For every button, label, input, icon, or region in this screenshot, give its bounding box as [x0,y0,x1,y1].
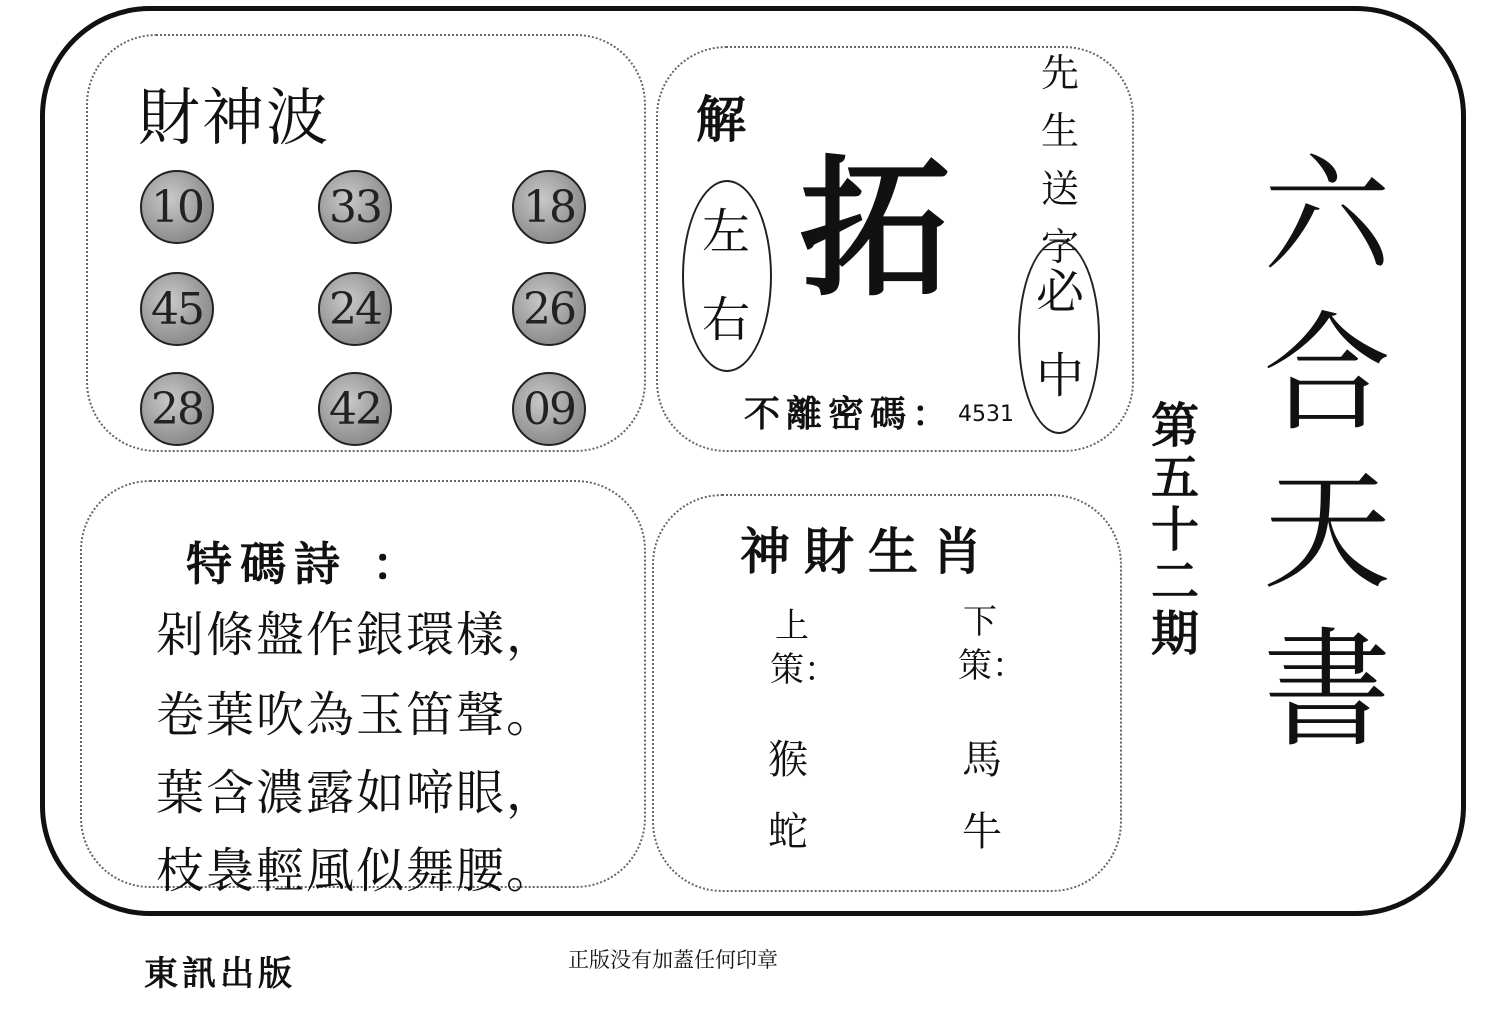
main-title: 六合天書 [1262,142,1391,765]
number-ball: 09 [512,372,586,446]
number-ball: 10 [140,170,214,244]
number-ball: 28 [140,372,214,446]
lower-animal: 牛 [962,809,1002,855]
poem-line: 卷葉吹為玉笛聲。 [156,687,557,743]
number-ball: 45 [140,272,214,346]
riddle-character: 拓 [800,143,951,317]
bi-char: 必 [1036,264,1085,320]
poem-title: 特碼詩 ： [186,537,427,591]
zhong-char: 中 [1036,348,1085,404]
poem-line: 剁條盤作銀環樣， [156,607,557,663]
authenticity-notice: 正版没有加蓋任何印章 [568,948,778,972]
number-ball: 42 [318,372,392,446]
zodiac-title: 神財生肖 [740,523,996,581]
lower-animal: 馬 [962,737,1002,783]
number-ball: 18 [512,170,586,244]
upper-ce-label: 上策： [770,606,838,690]
number-ball: 26 [512,272,586,346]
zuo-char: 左 [702,204,751,260]
issue-number: 第五十二期 [1150,398,1199,662]
upper-animal: 蛇 [768,809,808,855]
poem-line: 枝裊輕風似舞腰。 [156,843,557,899]
mima-value: 4531 [958,402,1014,427]
number-ball: 33 [318,170,392,244]
upper-animal: 猴 [768,737,808,783]
caishenbo-title: 財神波 [138,81,331,154]
song-text: 先生送字 [1040,51,1079,269]
mima-label: 不離密碼： [744,394,955,435]
jie-label: 解 [696,91,746,149]
poem-line: 葉含濃露如啼眼， [156,765,557,821]
you-char: 右 [702,292,751,348]
number-ball: 24 [318,272,392,346]
publisher: 東訊出版 [144,954,296,994]
lower-ce-label: 下策： [958,602,1026,686]
